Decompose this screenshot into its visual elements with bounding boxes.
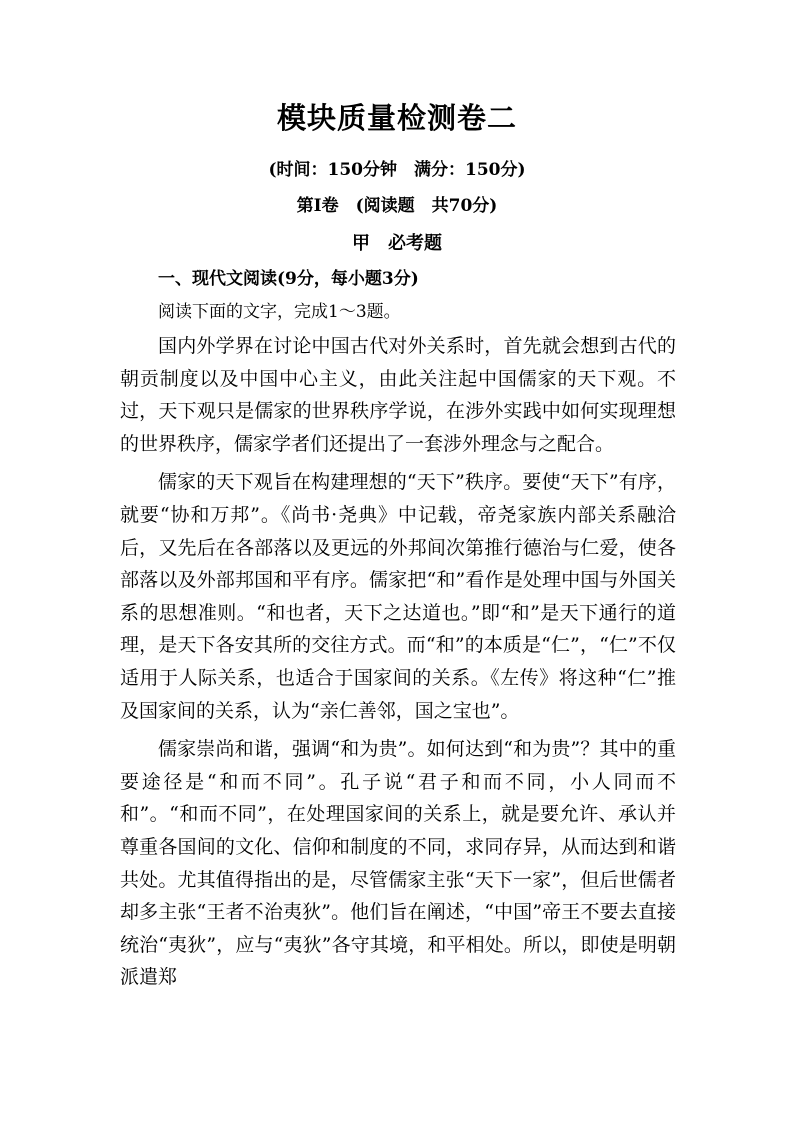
passage-paragraph-2: 儒家的天下观旨在构建理想的“天下”秩序。要使“天下”有序，就要“协和万邦”。《尚书·尧典》中记载，帝尧家族内部关系融洽后，又先后在各部落以及更远的外邦间次第推行德治与仁爱，使各部落以及外部邦国和平有序。儒家把“和”看作是处理中国与外国关系的思想准则。“和也者，天下之达道也。”即“和”是天下通行的道理，是天下各安其所的交往方式。而“和”的本质是“仁”，“仁”不仅适用于人际关系，也适合于国家间的关系。《左传》将这种“仁”推及国家间的关系，认为“亲仁善邻，国之宝也”。	[120, 471, 676, 722]
section-heading: 甲 必考题	[352, 233, 442, 254]
volume-heading: 第Ⅰ卷 (阅读题 共70分)	[296, 196, 498, 216]
question-group-heading: 一、现代文阅读(9分，每小题3分)	[158, 269, 419, 289]
document-title: 模块质量检测卷二	[276, 101, 517, 135]
reading-passage	[120, 330, 676, 1000]
exam-time-and-score: (时间：150分钟 满分：150分)	[268, 160, 526, 180]
passage-paragraph-3: 儒家崇尚和谐，强调“和为贵”。如何达到“和为贵”？其中的重要途径是“和而不同”。孔子说“君子和而不同，小人同而不和”。“和而不同”，在处理国家间的关系上，就是要允许、承认并尊重各国间的文化、信仰和制度的不同，求同存异，从而达到和谐共处。尤其值得指出的是，尽管儒家主张“天下一家”，但后世儒者却多主张“王者不治夷狄”。他们旨在阐述，“中国”帝王不要去直接统治“夷狄”，应与“夷狄”各守其境，和平相处。所以，即使是明朝派遣郑	[120, 738, 676, 989]
passage-paragraph-1: 国内外学界在讨论中国古代对外关系时，首先就会想到古代的朝贡制度以及中国中心主义，由此关注起中国儒家的天下观。不过，天下观只是儒家的世界秩序学说，在涉外实践中如何实现理想的世界秩序，儒家学者们还提出了一套涉外理念与之配合。	[120, 335, 676, 455]
reading-instruction: 阅读下面的文字，完成1～3题。	[158, 302, 401, 322]
